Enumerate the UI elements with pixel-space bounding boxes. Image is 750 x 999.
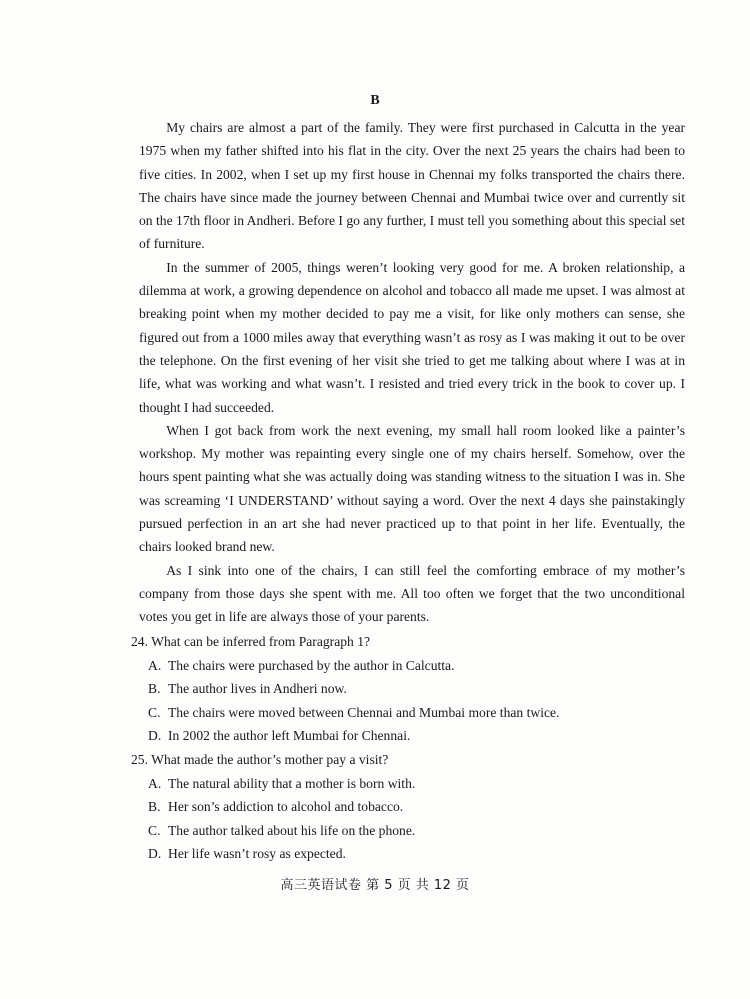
- question-option[interactable]: [131, 795, 691, 819]
- option-letter: B.: [148, 799, 161, 815]
- question-option[interactable]: [131, 772, 691, 796]
- option-text: The author lives in Andheri now.: [168, 681, 347, 697]
- option-text: Her son’s addiction to alcohol and tobacco.: [168, 799, 404, 815]
- option-text: The chairs were moved between Chennai and Mumbai more than twice.: [168, 704, 560, 720]
- section-title: B: [370, 93, 380, 108]
- question-list: [131, 630, 691, 866]
- question-option[interactable]: [131, 724, 691, 748]
- question-option[interactable]: [131, 701, 691, 725]
- passage-paragraph-2: In the summer of 2005, things weren’t looking very good for me. A broken relationship, a dilemma at work, a growing dependence on alcohol and tobacco all made me upset. I was almost at breaking point when my mother decided to pay me a visit, for like only mothers can sense, she figured out from a 1000 miles away that everything wasn’t as rosy as I was making it out to be over the telephone. On the first evening of her visit she tried to get me talking about where I was at in life, what was working and what wasn’t. I resisted and tried every trick in the book to cover up. I thought I had succeeded.: [139, 259, 685, 415]
- option-text: The author talked about his life on the phone.: [168, 822, 416, 838]
- option-letter: A.: [148, 657, 162, 673]
- option-letter: B.: [148, 681, 161, 697]
- option-text: Her life wasn’t rosy as expected.: [168, 846, 346, 862]
- option-text: In 2002 the author left Mumbai for Chennai.: [168, 728, 411, 744]
- question-option[interactable]: [131, 654, 691, 678]
- option-text: The natural ability that a mother is born with.: [168, 775, 416, 791]
- question-25: [131, 748, 691, 866]
- question-stem: 24. What can be inferred from Paragraph 1?: [131, 634, 371, 649]
- question-option[interactable]: [131, 677, 691, 701]
- option-letter: D.: [148, 846, 162, 862]
- option-letter: D.: [148, 728, 162, 744]
- option-letter: C.: [148, 822, 161, 838]
- passage-paragraph-1: My chairs are almost a part of the family. They were first purchased in Calcutta in the year 1975 when my father shifted into his flat in the city. Over the next 25 years the chairs had been to five cities. In 2002, when I set up my first house in Chennai my folks transported the chairs there. The chairs have since made the journey between Chennai and Mumbai twice over and currently sit on the 17th floor in Andheri. Before I go any further, I must tell you something about this special set of furniture.: [139, 120, 685, 252]
- option-letter: A.: [148, 775, 162, 791]
- question-option[interactable]: [131, 819, 691, 843]
- question-24: [131, 630, 691, 748]
- reading-passage: [139, 116, 685, 629]
- option-letter: C.: [148, 704, 161, 720]
- passage-paragraph-3: When I got back from work the next evening, my small hall room looked like a painter’s workshop. My mother was repainting every single one of my chairs herself. Somehow, over the hours spent painting what she was actually doing was standing witness to the situation I was in. She was screaming ‘I UNDERSTAND’ without saying a word. Over the next 4 days she painstakingly pursued perfection in an art she had never practiced up to that point in her life. Eventually, the chairs looked brand new.: [139, 422, 685, 555]
- option-text: The chairs were purchased by the author in Calcutta.: [168, 657, 455, 673]
- question-option[interactable]: [131, 842, 691, 866]
- page-footer: 高三英语试卷 第 5 页 共 12 页: [280, 878, 470, 893]
- passage-paragraph-4: As I sink into one of the chairs, I can still feel the comforting embrace of my mother’s company from those days she spent with me. All too often we forget that the two unconditional votes you get in life are always those of your parents.: [139, 562, 685, 625]
- question-stem: 25. What made the author’s mother pay a visit?: [131, 751, 389, 767]
